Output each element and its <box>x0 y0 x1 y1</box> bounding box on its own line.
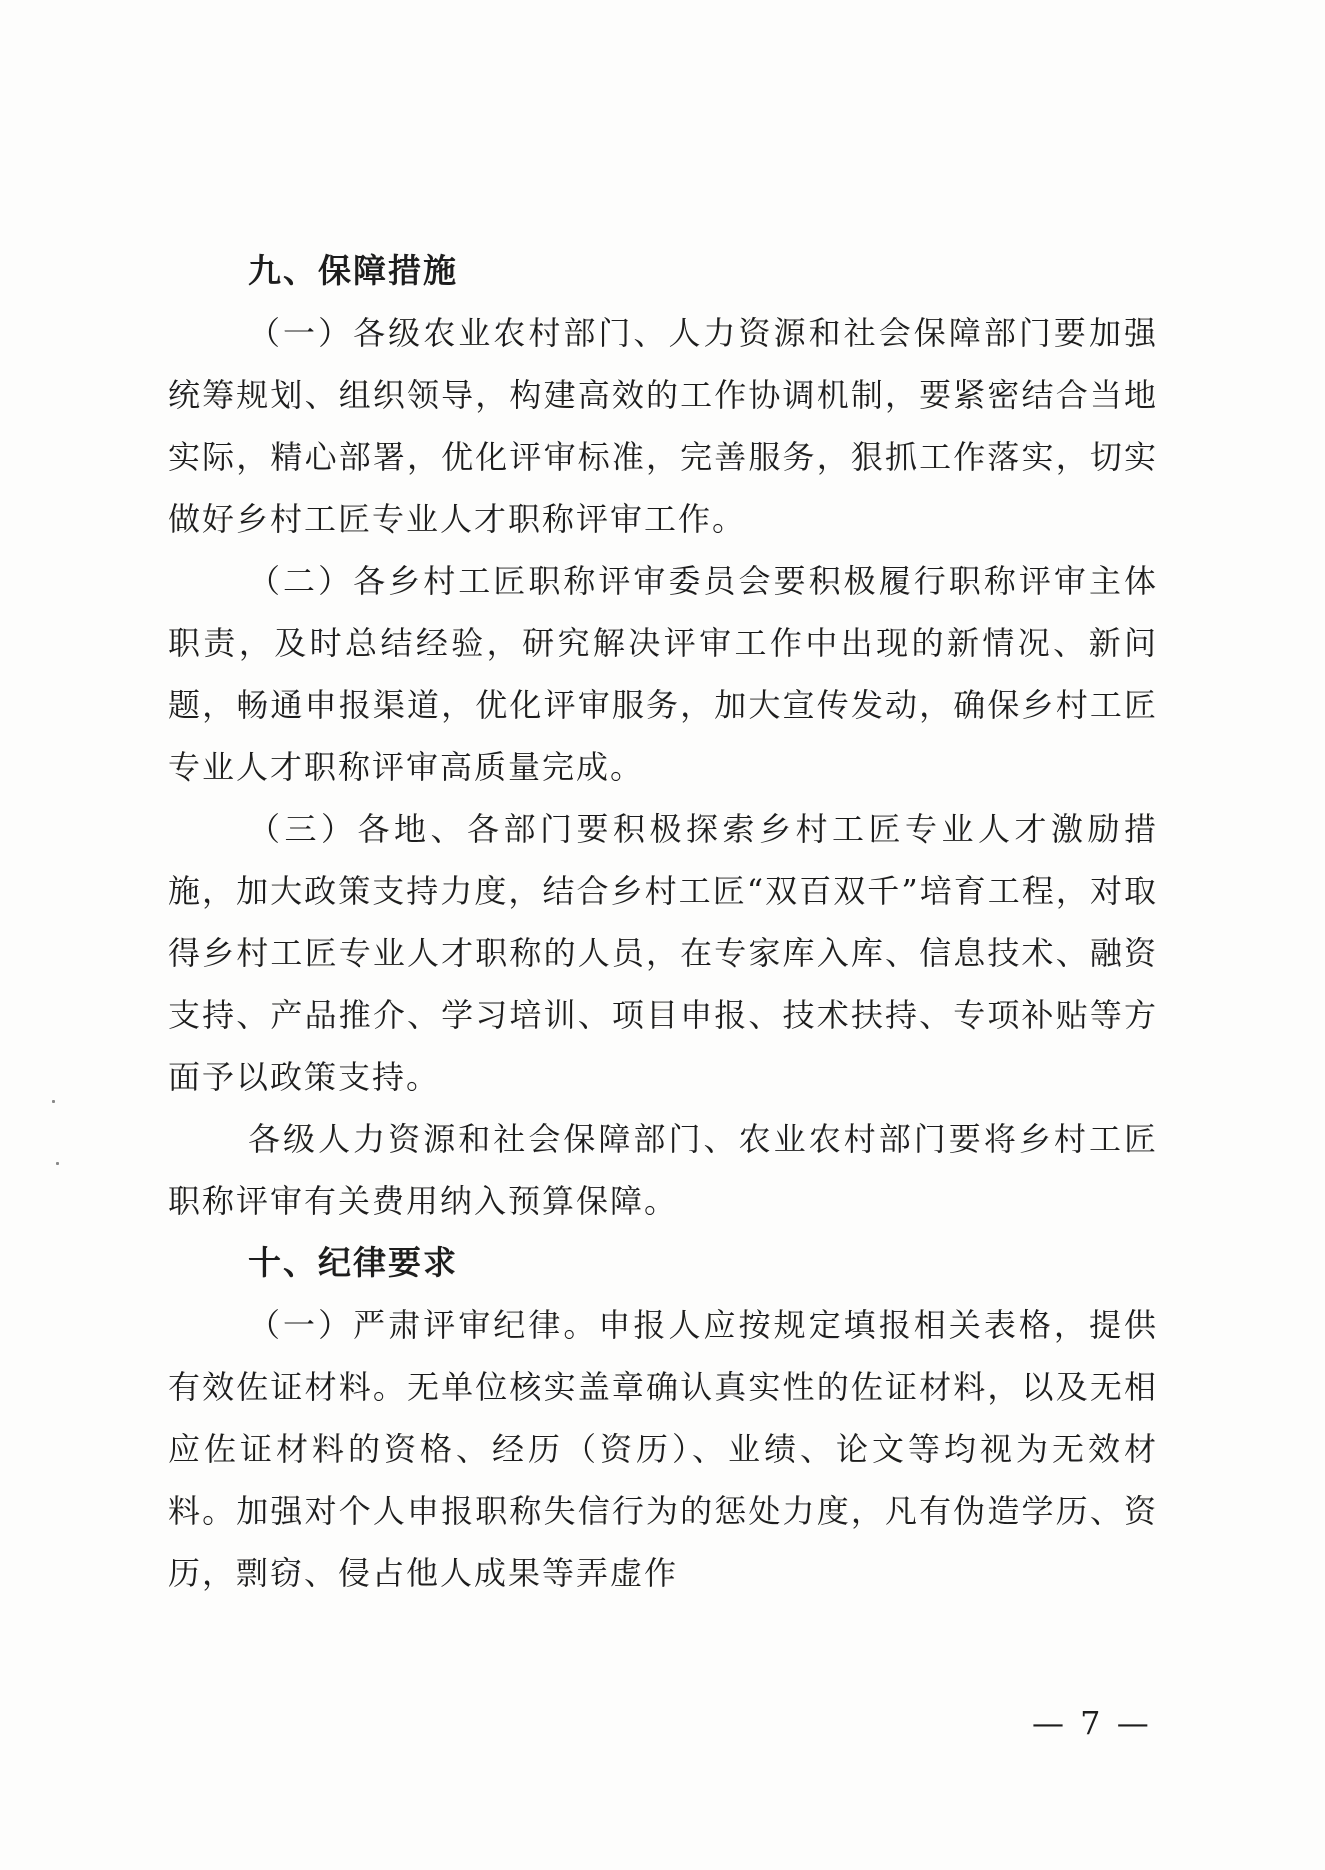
paragraph: （三）各地、各部门要积极探索乡村工匠专业人才激励措施，加大政策支持力度，结合乡村工匠“双百双千”培育工程，对取得乡村工匠专业人才职称的人员，在专家库入库、信息技术、融资支持、产品推介、学习培训、项目申报、技术扶持、专项补贴等方面予以政策支持。 <box>168 810 1158 1096</box>
document-body <box>168 240 1158 1604</box>
paragraph: （二）各乡村工匠职称评审委员会要积极履行职称评审主体职责，及时总结经验，研究解决评审工作中出现的新情况、新问题，畅通申报渠道，优化评审服务，加大宣传发动，确保乡村工匠专业人才职称评审高质量完成。 <box>168 562 1158 786</box>
paragraph: 各级人力资源和社会保障部门、农业农村部门要将乡村工匠职称评审有关费用纳入预算保障。 <box>168 1120 1158 1220</box>
section-discipline-requirements <box>168 1232 1158 1604</box>
section-heading: 九、保障措施 <box>248 251 458 290</box>
paragraph: （一）各级农业农村部门、人力资源和社会保障部门要加强统筹规划、组织领导，构建高效的工作协调机制，要紧密结合当地实际，精心部署，优化评审标准，完善服务，狠抓工作落实，切实做好乡村工匠专业人才职称评审工作。 <box>168 314 1158 538</box>
section-safeguard-measures <box>168 240 1158 1232</box>
paragraph: （一）严肃评审纪律。申报人应按规定填报相关表格，提供有效佐证材料。无单位核实盖章确认真实性的佐证材料，以及无相应佐证材料的资格、经历（资历）、业绩、论文等均视为无效材料。加强对个人申报职称失信行为的惩处力度，凡有伪造学历、资历，剽窃、侵占他人成果等弄虚作 <box>168 1306 1158 1592</box>
page-number: — 7 — <box>1032 1704 1152 1742</box>
scan-speck <box>56 1162 59 1165</box>
scan-speck <box>52 1100 55 1103</box>
section-heading: 十、纪律要求 <box>248 1243 458 1282</box>
